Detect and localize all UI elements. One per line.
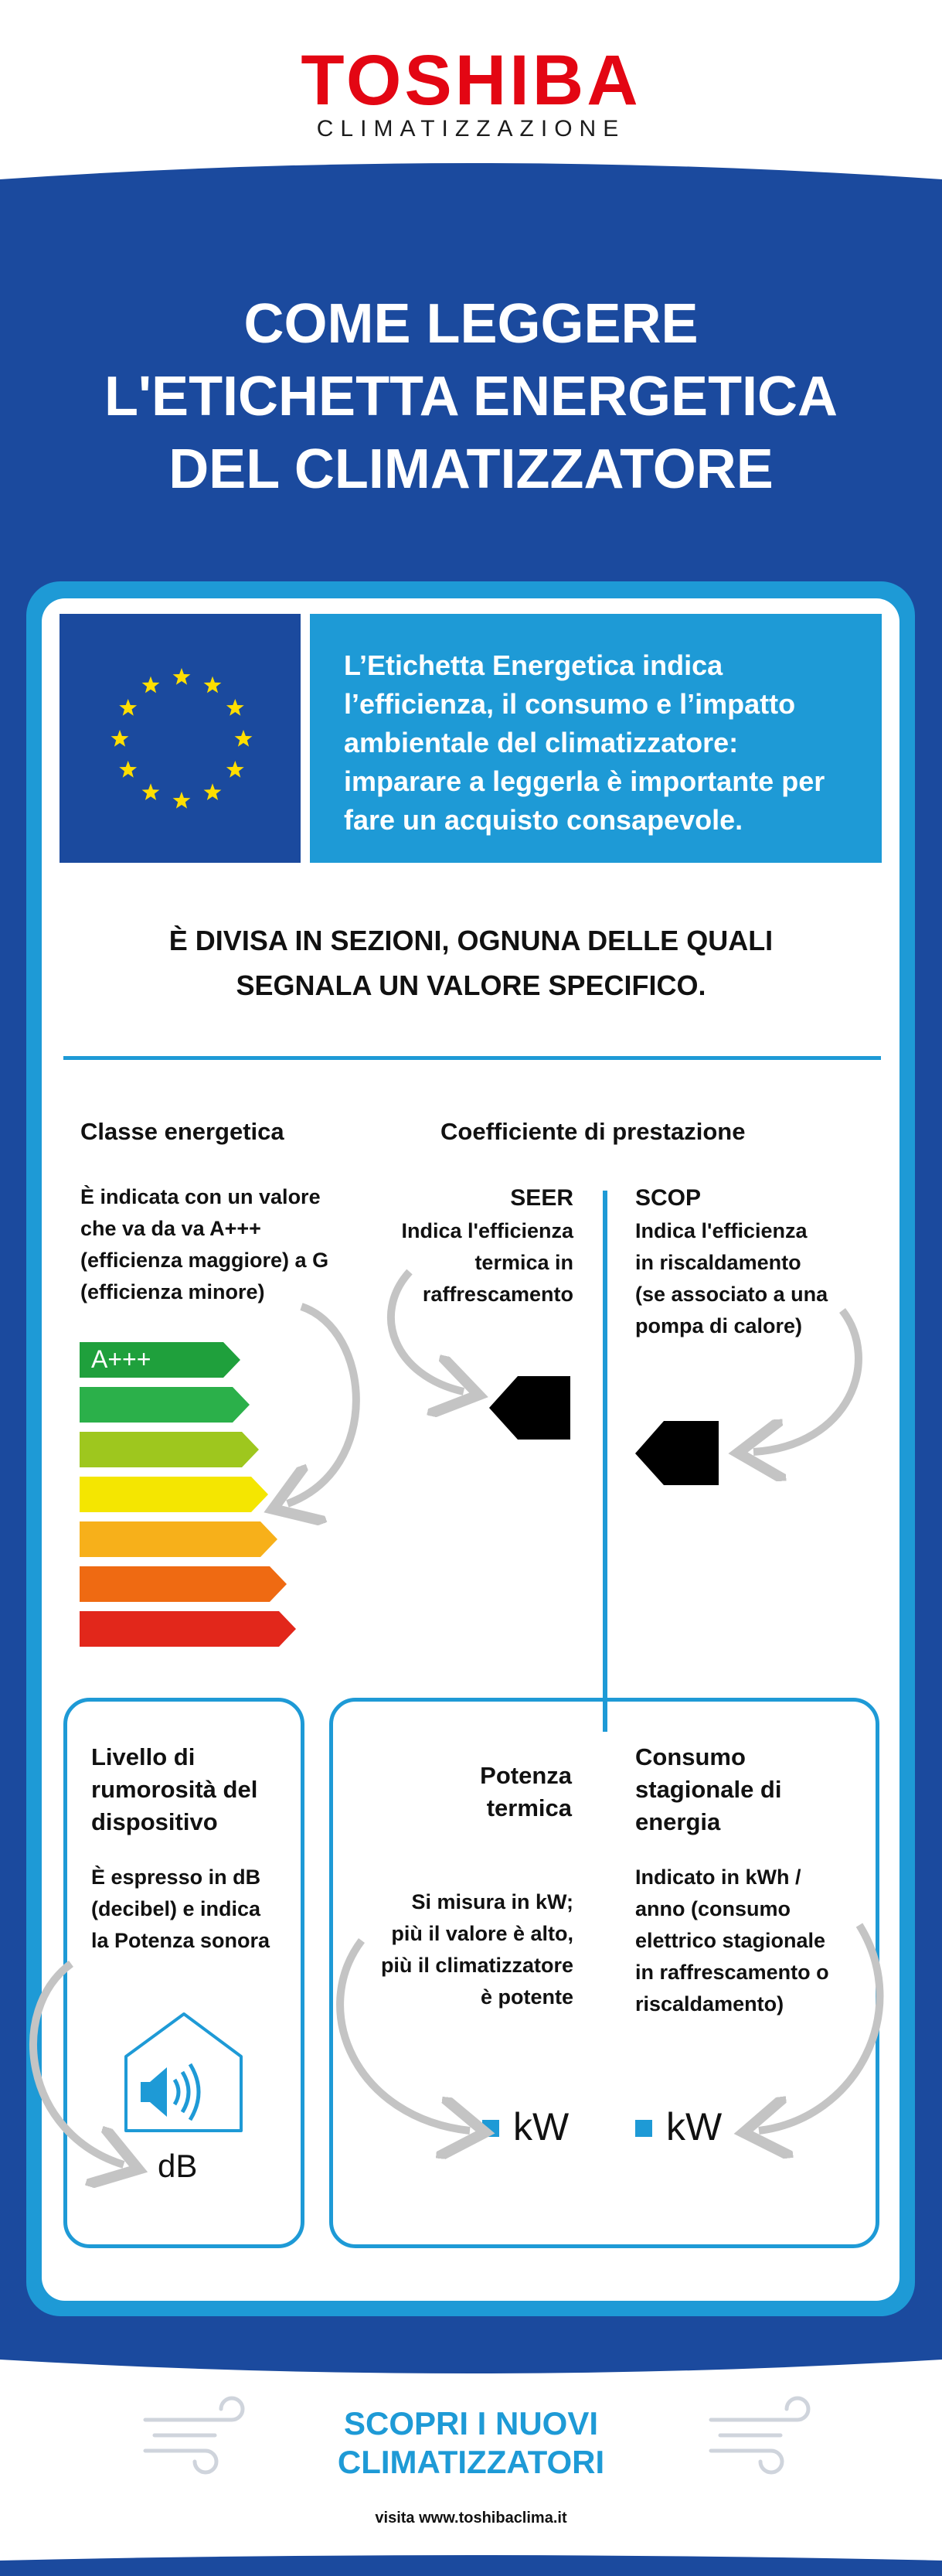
text-line: più il climatizzatore xyxy=(380,1954,573,1977)
text-line: È espresso in dB xyxy=(91,1866,261,1889)
scop-title: SCOP xyxy=(635,1185,702,1211)
db-unit: dB xyxy=(158,2148,198,2184)
power-block xyxy=(402,1760,572,1825)
text-line: elettrico stagionale xyxy=(635,1929,826,1952)
text-line: Livello di xyxy=(91,1743,196,1770)
star-icon xyxy=(119,699,137,716)
text-line: più il valore è alto, xyxy=(391,1922,573,1945)
power-unit: kW xyxy=(513,2105,570,2148)
sections-note-line: È DIVISA IN SEZIONI, OGNUNA DELLE QUALI xyxy=(168,925,774,956)
text-line: SCOPRI I NUOVI xyxy=(343,2405,599,2441)
footer-website-link[interactable]: visita www.toshibaclima.it xyxy=(375,2510,567,2527)
text-line: termica in xyxy=(474,1251,573,1274)
intro-box: L’Etichetta Energetica indica l’efficienza, il consumo e l’impatto ambientale del climatizzatore: imparare a leggerla è importante per fare un acquisto consapevole. xyxy=(310,614,882,863)
star-icon xyxy=(173,668,191,685)
sections-note-line: SEGNALA UN VALORE SPECIFICO. xyxy=(236,969,706,1001)
power-title xyxy=(402,1760,572,1825)
star-icon xyxy=(235,730,253,747)
page-title xyxy=(46,288,896,506)
text-line: rumorosità del xyxy=(91,1776,258,1803)
energy-class-bar xyxy=(80,1387,250,1423)
text-line: CLIMATIZZATORI xyxy=(337,2444,605,2480)
eu-stars-icon xyxy=(60,614,301,863)
brand-subtitle: CLIMATIZZAZIONE xyxy=(316,116,626,141)
coefficient-divider xyxy=(603,1191,607,1732)
energy-class-heading: Classe energetica xyxy=(80,1118,284,1145)
text-line: in raffrescamento o xyxy=(635,1961,829,1984)
energy-class-bar xyxy=(80,1521,277,1557)
star-icon xyxy=(204,783,222,800)
consumption-unit: kW xyxy=(666,2105,723,2148)
power-description xyxy=(340,1886,573,2013)
text-line: in riscaldamento xyxy=(635,1251,801,1274)
kw-marker-icon xyxy=(482,2120,499,2137)
star-icon xyxy=(226,699,244,716)
energy-class-scale xyxy=(80,1342,296,1651)
star-icon xyxy=(142,783,160,800)
text-line: è potente xyxy=(480,1985,573,2009)
text-line: Consumo xyxy=(635,1743,746,1770)
energy-class-bar xyxy=(80,1611,296,1647)
text-line: la Potenza sonora xyxy=(91,1929,270,1952)
noise-title xyxy=(91,1741,270,1838)
text-line: energia xyxy=(635,1808,721,1835)
star-icon xyxy=(142,676,160,693)
text-line: Indicato in kWh / xyxy=(635,1866,801,1889)
text-line: (se associato a una xyxy=(635,1283,828,1306)
scop-block xyxy=(635,1181,828,1342)
text-line: raffrescamento xyxy=(422,1283,573,1306)
sections-note xyxy=(77,918,865,1008)
noise-block xyxy=(91,1741,270,1957)
energy-class-top-label: A+++ xyxy=(91,1345,151,1373)
coefficient-heading: Coefficiente di prestazione xyxy=(440,1118,746,1145)
energy-class-bar xyxy=(80,1566,287,1602)
text-line: Si misura in kW; xyxy=(411,1890,573,1913)
text-line: (efficienza maggiore) a G xyxy=(80,1249,329,1272)
text-line: stagionale di xyxy=(635,1776,782,1803)
text-line: pompa di calore) xyxy=(635,1314,803,1337)
star-icon xyxy=(111,730,129,747)
text-line: riscaldamento) xyxy=(635,1992,784,2015)
energy-class-description xyxy=(80,1181,328,1308)
section-divider xyxy=(63,1056,881,1060)
eu-flag xyxy=(60,614,301,863)
energy-class-bar xyxy=(80,1477,268,1512)
title-line: COME LEGGERE xyxy=(243,293,699,355)
seer-title: SEER xyxy=(510,1185,573,1211)
consumption-title xyxy=(635,1741,829,1838)
seer-block xyxy=(371,1181,573,1310)
text-line: Indica l'efficienza xyxy=(635,1219,808,1242)
text-line: (efficienza minore) xyxy=(80,1280,265,1303)
star-icon xyxy=(119,761,137,778)
footer-cta-button[interactable] xyxy=(0,2404,942,2482)
text-line: (decibel) e indica xyxy=(91,1897,261,1920)
text-line: Indica l'efficienza xyxy=(401,1219,573,1242)
energy-class-bar xyxy=(80,1432,259,1467)
title-line: L'ETICHETTA ENERGETICA xyxy=(104,366,838,428)
brand-logo: TOSHIBA xyxy=(301,41,641,120)
text-line: dispositivo xyxy=(91,1808,218,1835)
text-line: termica xyxy=(486,1794,572,1821)
text-line: che va da va A+++ xyxy=(80,1217,261,1240)
kw-marker-icon xyxy=(635,2120,652,2137)
text-line: Potenza xyxy=(480,1762,572,1789)
text-line: È indicata con un valore xyxy=(80,1185,321,1208)
star-icon xyxy=(204,676,222,693)
text-line: anno (consumo xyxy=(635,1897,791,1920)
consumption-block xyxy=(635,1741,829,2020)
star-icon xyxy=(226,761,244,778)
star-icon xyxy=(173,792,191,809)
title-line: DEL CLIMATIZZATORE xyxy=(168,438,774,500)
